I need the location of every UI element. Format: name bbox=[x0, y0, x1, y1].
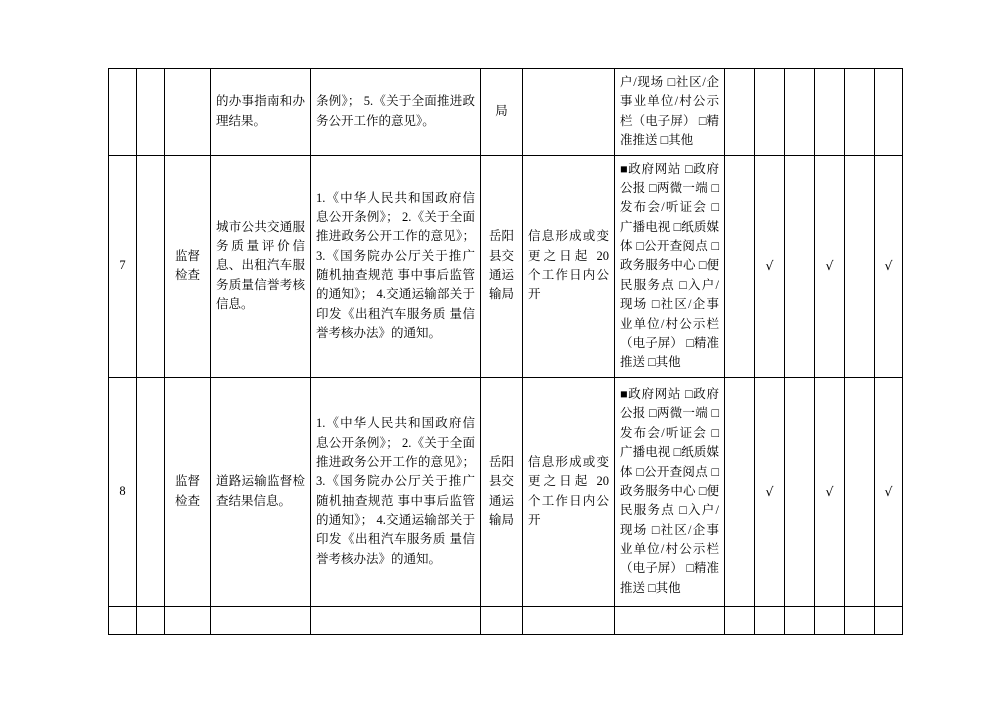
cell-organization: 局 bbox=[481, 69, 523, 156]
cell-check-4: √ bbox=[815, 377, 845, 606]
cell-blank bbox=[137, 606, 165, 634]
cell-item-name: 的办事指南和办理结果。 bbox=[211, 69, 311, 156]
cell-check-4 bbox=[815, 606, 845, 634]
cell-blank bbox=[137, 69, 165, 156]
cell-channel: 户/现场 □社区/企事业单位/村公示栏（电子屏） □精准推送 □其他 bbox=[615, 69, 725, 156]
cell-check-6 bbox=[875, 69, 903, 156]
table-container bbox=[108, 68, 902, 635]
cell-check-3 bbox=[785, 155, 815, 377]
cell-check-2 bbox=[755, 606, 785, 634]
cell-check-6: √ bbox=[875, 155, 903, 377]
cell-blank bbox=[137, 377, 165, 606]
cell-check-4 bbox=[815, 69, 845, 156]
table-row bbox=[109, 69, 903, 156]
cell-time-limit: 信息形成或变更之日起 20 个工作日内公开 bbox=[523, 377, 615, 606]
cell-check-3 bbox=[785, 377, 815, 606]
cell-check-2: √ bbox=[755, 155, 785, 377]
cell-check-5 bbox=[845, 69, 875, 156]
cell-category bbox=[165, 69, 211, 156]
cell-check-1 bbox=[725, 377, 755, 606]
cell-check-3 bbox=[785, 606, 815, 634]
cell-basis: 1.《中华人民共和国政府信息公开条例》； 2.《关于全面推进政务公开工作的意见》； 3.《国务院办公厅关于推广随机抽查规范 事中事后监管的通知》； 4.交通运输部关于印发《出租汽车服务质 量信誉考核办法》的通知。 bbox=[311, 155, 481, 377]
table-row bbox=[109, 377, 903, 606]
cell-organization bbox=[481, 606, 523, 634]
cell-category: 监督检查 bbox=[165, 377, 211, 606]
cell-blank bbox=[137, 155, 165, 377]
cell-channel: ■政府网站 □政府公报 □两微一端 □发布会/听证会 □广播电视 □纸质媒体 □公开查阅点 □政务服务中心 □便民服务点 □入户/现场 □社区/企事业单位/村公示栏（电子屏） □精准推送 □其他 bbox=[615, 155, 725, 377]
cell-item-name: 城市公共交通服务质量评价信息、出租汽车服务质量信誉考核信息。 bbox=[211, 155, 311, 377]
table-row bbox=[109, 155, 903, 377]
cell-check-2: √ bbox=[755, 377, 785, 606]
cell-channel bbox=[615, 606, 725, 634]
disclosure-table bbox=[108, 68, 903, 635]
cell-serial-number bbox=[109, 606, 137, 634]
cell-check-1 bbox=[725, 155, 755, 377]
cell-organization: 岳阳县交通运输局 bbox=[481, 377, 523, 606]
cell-item-name: 道路运输监督检查结果信息。 bbox=[211, 377, 311, 606]
cell-check-2 bbox=[755, 69, 785, 156]
cell-organization: 岳阳县交通运输局 bbox=[481, 155, 523, 377]
cell-serial-number: 8 bbox=[109, 377, 137, 606]
cell-check-4: √ bbox=[815, 155, 845, 377]
table-row bbox=[109, 606, 903, 634]
cell-channel: ■政府网站 □政府公报 □两微一端 □发布会/听证会 □广播电视 □纸质媒体 □公开查阅点 □政务服务中心 □便民服务点 □入户/现场 □社区/企事业单位/村公示栏（电子屏） □精准推送 □其他 bbox=[615, 377, 725, 606]
cell-check-1 bbox=[725, 606, 755, 634]
cell-time-limit: 信息形成或变更之日起 20 个工作日内公开 bbox=[523, 155, 615, 377]
cell-category bbox=[165, 606, 211, 634]
cell-check-5 bbox=[845, 606, 875, 634]
cell-item-name bbox=[211, 606, 311, 634]
cell-check-6 bbox=[875, 606, 903, 634]
cell-basis: 1.《中华人民共和国政府信息公开条例》； 2.《关于全面推进政务公开工作的意见》； 3.《国务院办公厅关于推广随机抽查规范 事中事后监管的通知》； 4.交通运输部关于印发《出租汽车服务质 量信誉考核办法》的通知。 bbox=[311, 377, 481, 606]
cell-time-limit bbox=[523, 606, 615, 634]
cell-category: 监督检查 bbox=[165, 155, 211, 377]
cell-check-5 bbox=[845, 377, 875, 606]
cell-serial-number bbox=[109, 69, 137, 156]
cell-basis: 条例》； 5.《关于全面推进政务公开工作的意见》。 bbox=[311, 69, 481, 156]
cell-basis bbox=[311, 606, 481, 634]
cell-check-6: √ bbox=[875, 377, 903, 606]
cell-check-3 bbox=[785, 69, 815, 156]
cell-serial-number: 7 bbox=[109, 155, 137, 377]
cell-check-1 bbox=[725, 69, 755, 156]
cell-check-5 bbox=[845, 155, 875, 377]
cell-time-limit bbox=[523, 69, 615, 156]
